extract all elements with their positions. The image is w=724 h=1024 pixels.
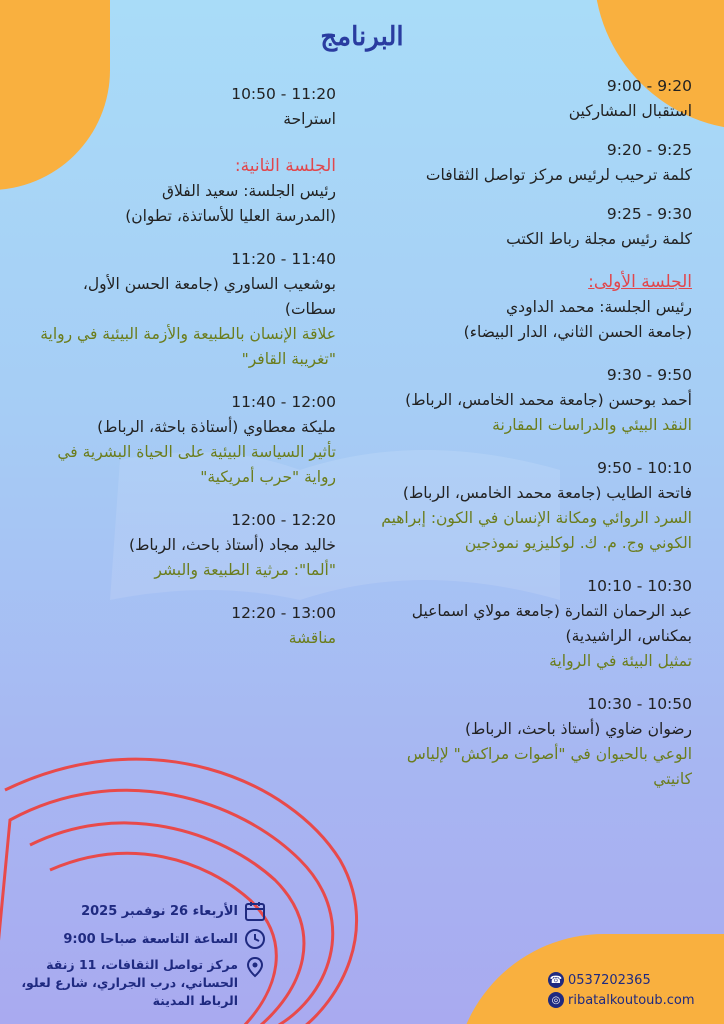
talk-topic: الوعي بالحيوان في "أصوات مراكش" لإلياس كانيتي — [406, 745, 692, 788]
phone-icon: ☎ — [548, 972, 564, 988]
discussion-item — [31, 601, 336, 651]
time-slot: 11:20 - 10:50 — [231, 85, 336, 103]
schedule-item — [372, 202, 692, 252]
contact-phone — [548, 972, 651, 988]
speaker: عبد الرحمان التمارة (جامعة مولاي اسماعيل بمكناس، الراشيدية) — [411, 602, 692, 645]
speaker: خاليد مجاد (أستاذ باحث، الرباط) — [129, 536, 336, 554]
time-slot: 10:50 - 10:30 — [587, 695, 692, 713]
calendar-icon — [244, 900, 266, 922]
talk-topic: السرد الروائي ومكانة الإنسان في الكون: إبراهيم الكوني وج. م. ك. لوكليزيو نموذجين — [381, 509, 692, 552]
clock-icon — [244, 928, 266, 950]
schedule-item — [372, 138, 692, 188]
session-heading: الجلسة الأولى: — [588, 272, 692, 292]
talk-item — [372, 456, 692, 556]
event-venue-row — [16, 956, 266, 1010]
time-slot: 9:30 - 9:25 — [606, 205, 692, 223]
talk-topic: علاقة الإنسان بالطبيعة والأزمة البيئية في رواية "تغريبة القافر" — [40, 325, 336, 368]
talk-topic: تمثيل البيئة في الرواية — [549, 652, 692, 670]
time-slot: 10:30 - 10:10 — [587, 577, 692, 595]
schedule-right-column — [372, 74, 692, 806]
talk-item — [372, 574, 692, 674]
time-slot: 9:20 - 9:00 — [606, 77, 692, 95]
talk-topic: تأثير السياسة البيئية على الحياة البشرية في رواية "حرب أمريكية" — [57, 443, 336, 486]
time-slot: 11:40 - 11:20 — [231, 250, 336, 268]
page-title: البرنامج — [320, 22, 404, 52]
website-link[interactable]: ribatalkoutoub.com — [568, 992, 695, 1008]
contact-website — [548, 992, 695, 1008]
event-time: الساعة التاسعة صباحا 9:00 — [63, 931, 238, 947]
talk-topic: "ألما": مرثية الطبيعة والبشر — [154, 561, 336, 579]
event-date-row — [16, 900, 266, 922]
session-chair-affiliation: (جامعة الحسن الثاني، الدار البيضاء) — [463, 323, 692, 341]
speaker: فاتحة الطايب (جامعة محمد الخامس، الرباط) — [402, 484, 692, 502]
talk-item — [31, 247, 336, 372]
session-chair: رئيس الجلسة: سعيد الفلاق — [162, 182, 336, 200]
session-chair-affiliation: (المدرسة العليا للأساتذة، تطوان) — [125, 207, 336, 225]
time-slot: 10:10 - 9:50 — [597, 459, 692, 477]
globe-icon: ◎ — [548, 992, 564, 1008]
break-item — [31, 82, 336, 132]
talk-topic: مناقشة — [288, 629, 336, 647]
time-slot: 12:00 - 11:40 — [231, 393, 336, 411]
session-chair: رئيس الجلسة: محمد الداودي — [506, 298, 692, 316]
event-venue: مركز تواصل الثقافات، 11 زنقة الحساني، درب الجراري، شارع لعلو، الرباط المدينة — [21, 957, 238, 1008]
talk-item — [31, 390, 336, 490]
speaker: بوشعيب الساوري (جامعة الحسن الأول، سطات) — [82, 275, 336, 318]
schedule-left-column — [31, 82, 336, 665]
event-date: الأربعاء 26 نوفمبر 2025 — [81, 903, 238, 919]
speaker: مليكة معطاوي (أستاذة باحثة، الرباط) — [97, 418, 336, 436]
session-2-header — [31, 154, 336, 229]
time-slot: 9:25 - 9:20 — [606, 141, 692, 159]
speaker: أحمد بوحسن (جامعة محمد الخامس، الرباط) — [405, 391, 692, 409]
speaker: رضوان ضاوي (أستاذ باحث، الرباط) — [464, 720, 692, 738]
session-heading: الجلسة الثانية: — [234, 156, 336, 176]
time-slot: 12:20 - 12:00 — [231, 511, 336, 529]
item-label: استقبال المشاركين — [568, 102, 692, 120]
talk-item — [372, 692, 692, 792]
talk-item — [31, 508, 336, 583]
item-label: كلمة ترحيب لرئيس مركز تواصل الثقافات — [425, 166, 692, 184]
session-1-header — [372, 270, 692, 345]
item-label: كلمة رئيس مجلة رباط الكتب — [506, 230, 692, 248]
location-pin-icon — [244, 956, 266, 978]
schedule-item — [372, 74, 692, 124]
talk-topic: النقد البيئي والدراسات المقارنة — [492, 416, 692, 434]
event-time-row — [16, 928, 266, 950]
time-slot: 13:00 - 12:20 — [231, 604, 336, 622]
time-slot: 9:50 - 9:30 — [606, 366, 692, 384]
talk-item — [372, 363, 692, 438]
item-label: استراحة — [283, 110, 336, 128]
phone-number: 0537202365 — [568, 972, 651, 988]
